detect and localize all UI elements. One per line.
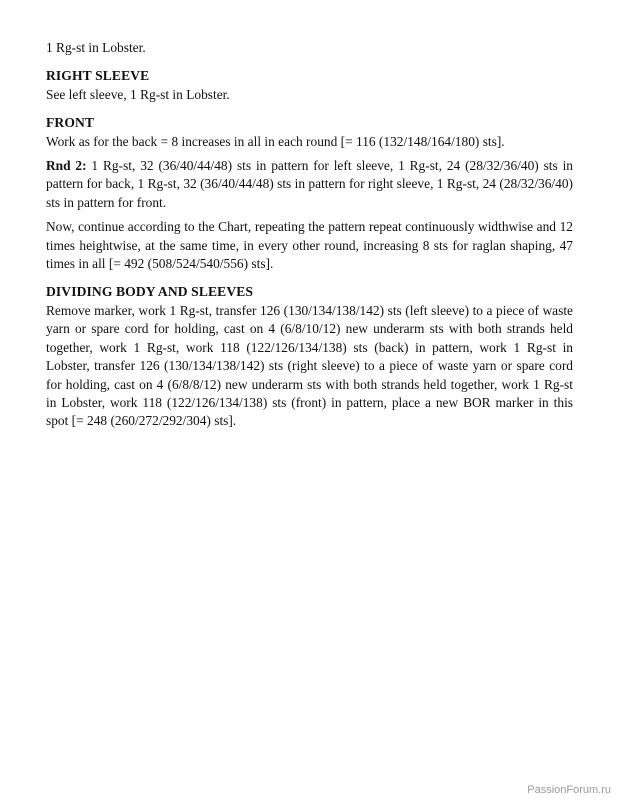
front-paragraph-3: Now, continue according to the Chart, repeating the pattern repeat continuously widthwise and 12 times heightwise, at the same time, in every other round, increasing 8 sts for raglan shaping, 47 times in all [= 492 (508/524/540/556) sts]. [46, 219, 573, 272]
rnd2-label: Rnd 2: [46, 158, 87, 174]
right-sleeve-heading: RIGHT SLEEVE [46, 68, 150, 84]
dividing-text: Remove marker, work 1 Rg-st, transfer 126 (130/134/138/142) sts (left sleeve) to a piece of waste yarn or spare cord for holding, cast on 4 (6/8/10/12) new underarm sts with both strands held together, work 1 Rg-st, work 118 (122/126/134/138) sts (back) in pattern, work 1 Rg-st in Lobster, transfer 126 (130/134/138/142) sts (right sleeve) to a piece of waste yarn or spare cord for holding, cast on 4 (6/8/8/12) new underarm sts with both strands held together, work 1 Rg-st in Lobster, work 118 (122/126/134/138) sts (front) in pattern, place a new BOR marker in this spot [= 248 (260/272/292/304) sts]. [46, 302, 573, 429]
rnd2-text: 1 Rg-st, 32 (36/40/44/48) sts in pattern for left sleeve, 1 Rg-st, 24 (28/32/36/40) sts in pattern for back, 1 Rg-st, 32 (36/40/44/48) sts in pattern for right sleeve, 1 Rg-st, 24 (28/32/36/40) sts in pattern for front. [46, 158, 573, 210]
intro-line: 1 Rg-st in Lobster. [46, 40, 146, 55]
document-page [46, 39, 573, 431]
front-rnd2-paragraph [46, 157, 573, 212]
dividing-heading: DIVIDING BODY AND SLEEVES [46, 284, 254, 300]
watermark: PassionForum.ru [527, 784, 611, 796]
front-heading: FRONT [46, 115, 95, 131]
right-sleeve-text: See left sleeve, 1 Rg-st in Lobster. [46, 86, 230, 102]
front-paragraph-1: Work as for the back = 8 increases in all in each round [= 116 (132/148/164/180) sts]. [46, 133, 505, 149]
